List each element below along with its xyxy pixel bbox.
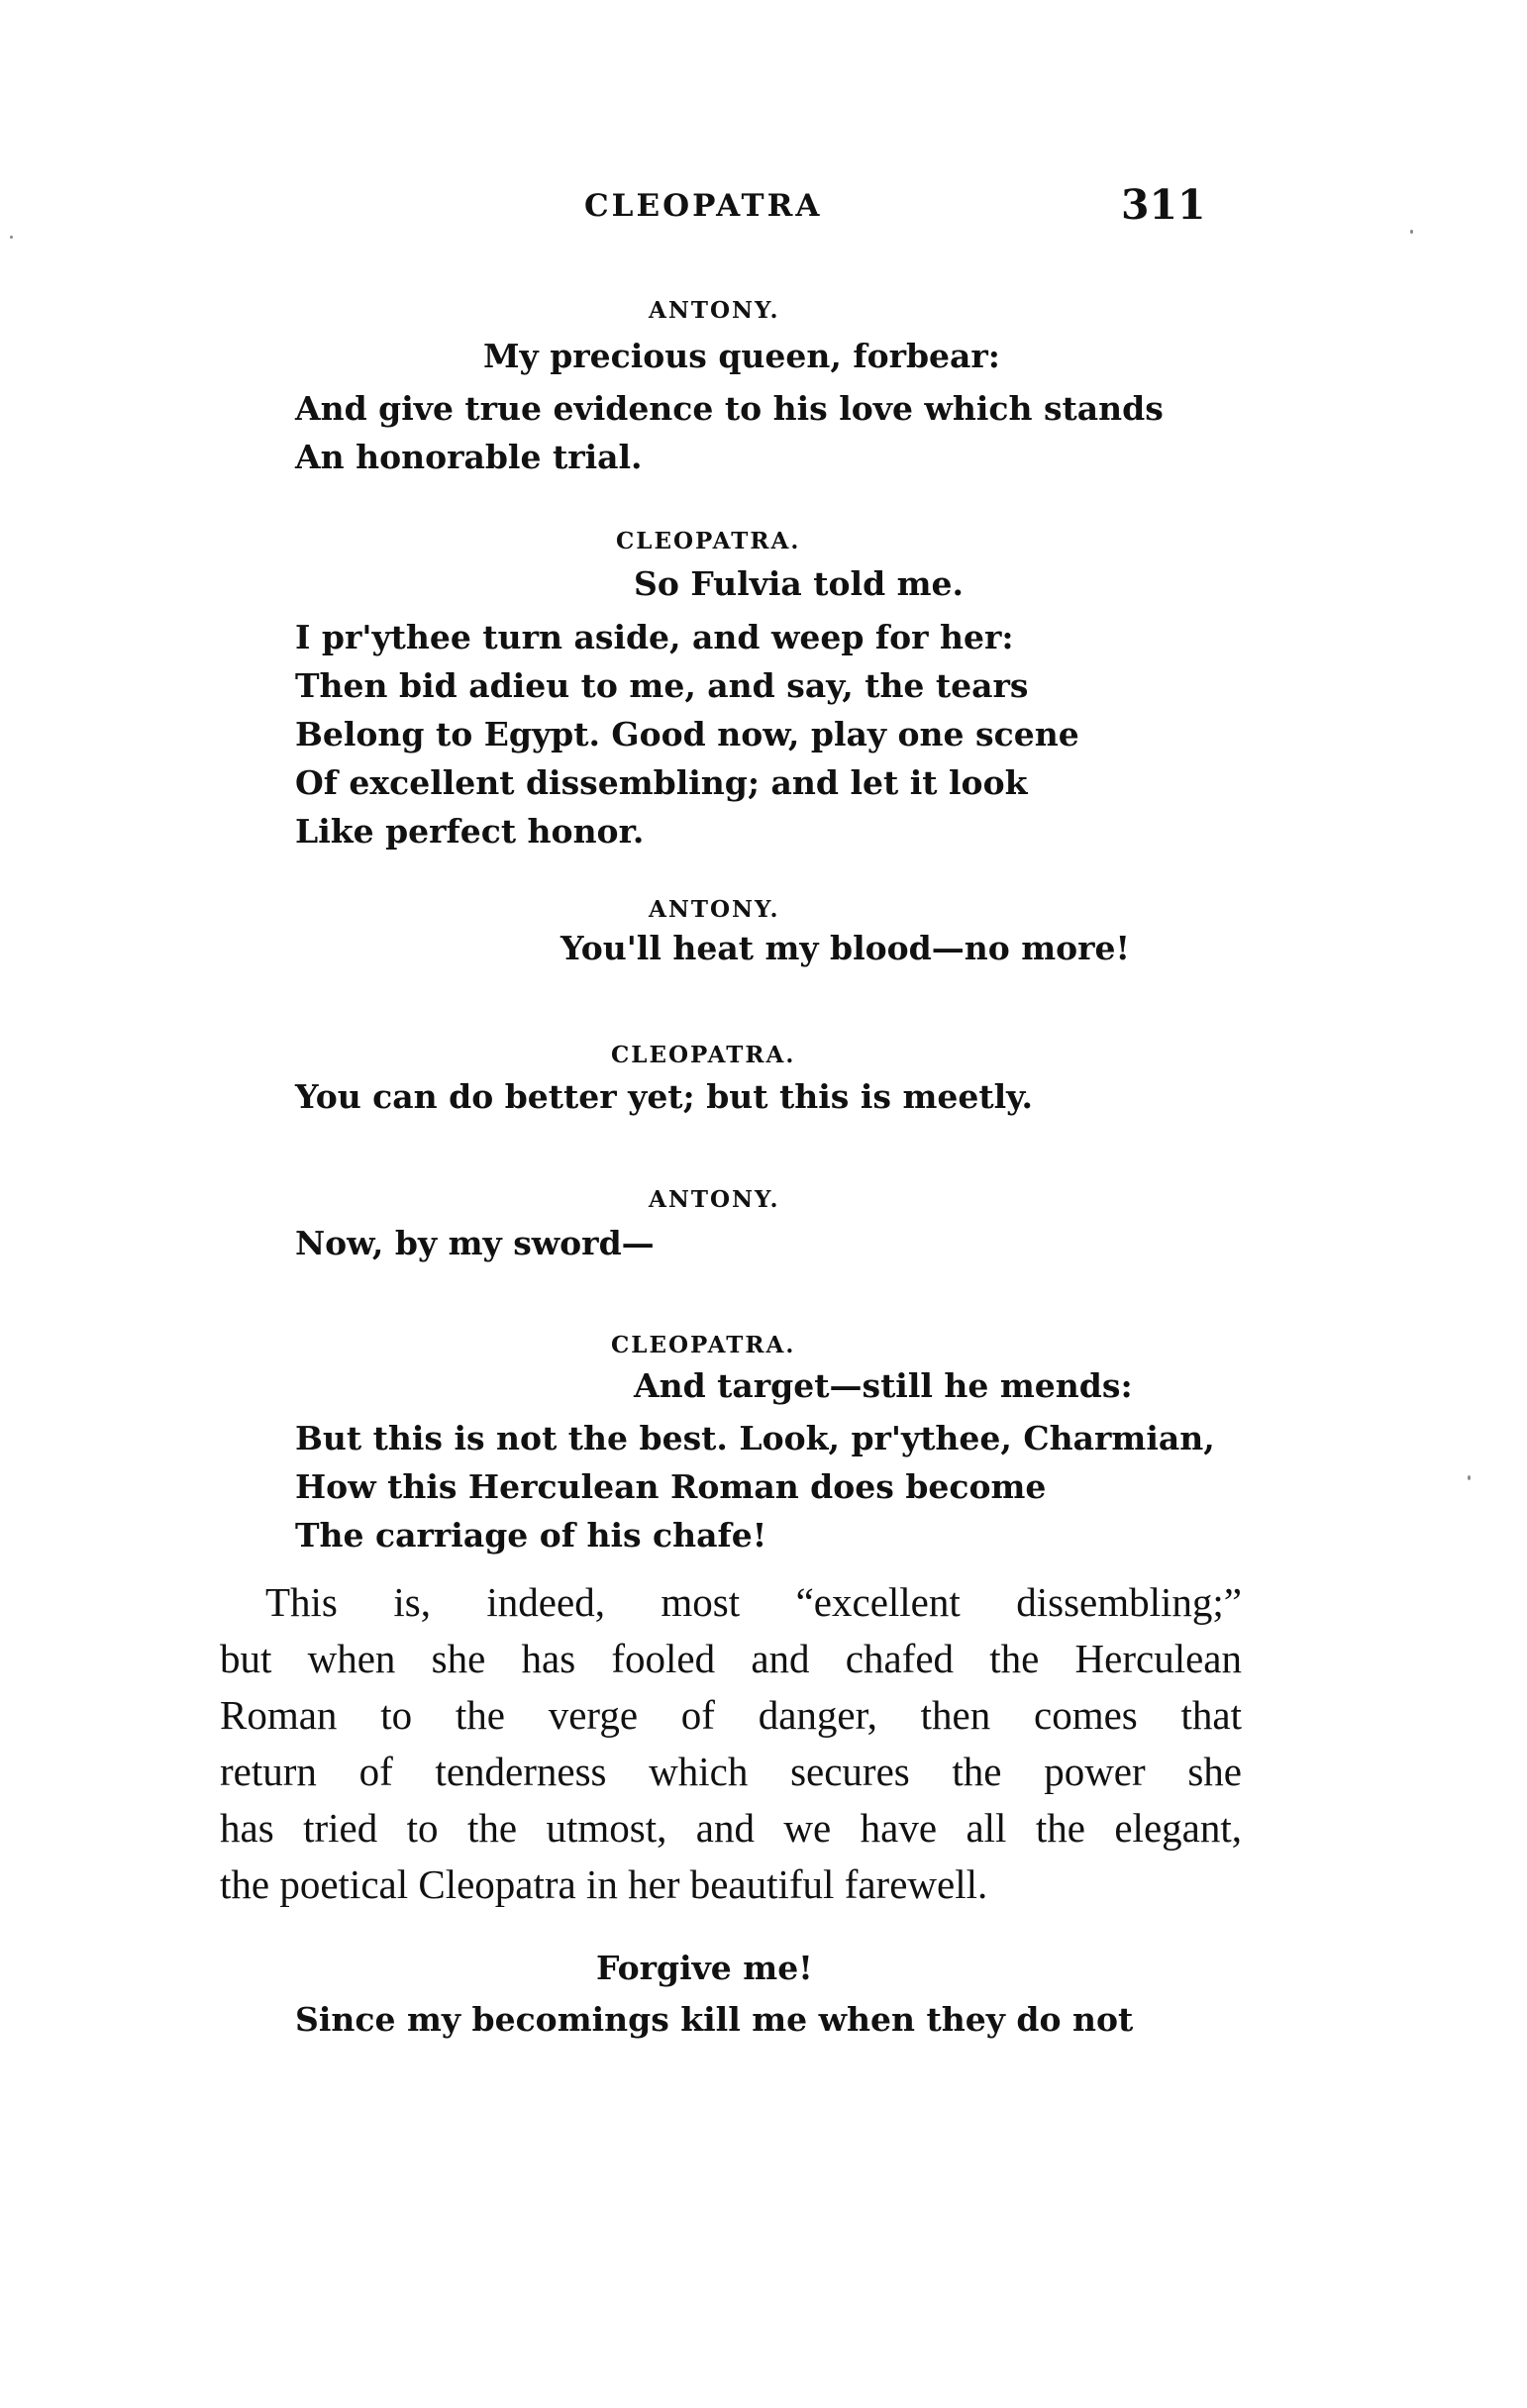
running-header-title: CLEOPATRA (584, 188, 823, 224)
verse-line: An honorable trial. (295, 438, 643, 476)
prose-line: but when she has fooled and chafed the Herculean (220, 1636, 1242, 1681)
quote-line: Forgive me! (596, 1949, 813, 1987)
verse-line: The carriage of his chafe! (295, 1516, 767, 1555)
verse-line: Then bid adieu to me, and say, the tears (295, 666, 1029, 705)
verse-line: Now, by my sword— (295, 1224, 655, 1262)
verse-line: Belong to Egypt. Good now, play one scene (295, 715, 1079, 753)
prose-paragraph (220, 1574, 1242, 1913)
scan-speck (1468, 1475, 1471, 1480)
verse-block (295, 1414, 1215, 1559)
verse-line: You can do better yet; but this is meetly. (295, 1077, 1034, 1116)
prose-line: has tried to the utmost, and we have all the elegant, (220, 1805, 1242, 1851)
verse-line: And target—still he mends: (634, 1366, 1133, 1405)
prose-line: This is, indeed, most “excellent dissembling;” (265, 1579, 1242, 1625)
verse-line: How this Herculean Roman does become (295, 1467, 1047, 1506)
quote-line: Since my becomings kill me when they do not (295, 2000, 1134, 2039)
verse-block (295, 384, 1164, 481)
verse-block (295, 613, 1079, 855)
prose-line: return of tenderness which secures the power she (220, 1749, 1242, 1794)
scan-speck (10, 236, 13, 239)
speaker-heading: CLEOPATRA. (611, 1332, 796, 1358)
speaker-heading: ANTONY. (649, 896, 780, 923)
verse-line: My precious queen, forbear: (483, 337, 1000, 375)
scan-speck (1410, 230, 1413, 234)
verse-line: Of excellent dissembling; and let it look (295, 763, 1028, 802)
prose-line: Roman to the verge of danger, then comes that (220, 1692, 1242, 1738)
speaker-heading: CLEOPATRA. (611, 1042, 796, 1068)
verse-line: Like perfect honor. (295, 812, 645, 851)
page-number: 311 (1121, 181, 1206, 229)
verse-line: But this is not the best. Look, pr'ythee, Charmian, (295, 1419, 1215, 1457)
speaker-heading: ANTONY. (649, 297, 780, 324)
prose-line: the poetical Cleopatra in her beautiful farewell. (220, 1861, 988, 1907)
verse-line: And give true evidence to his love which stands (295, 389, 1164, 428)
verse-line: I pr'ythee turn aside, and weep for her: (295, 618, 1014, 656)
speaker-heading: CLEOPATRA. (616, 528, 801, 554)
speaker-heading: ANTONY. (649, 1186, 780, 1213)
verse-line: You'll heat my blood—no more! (560, 929, 1131, 967)
verse-line: So Fulvia told me. (634, 564, 965, 603)
